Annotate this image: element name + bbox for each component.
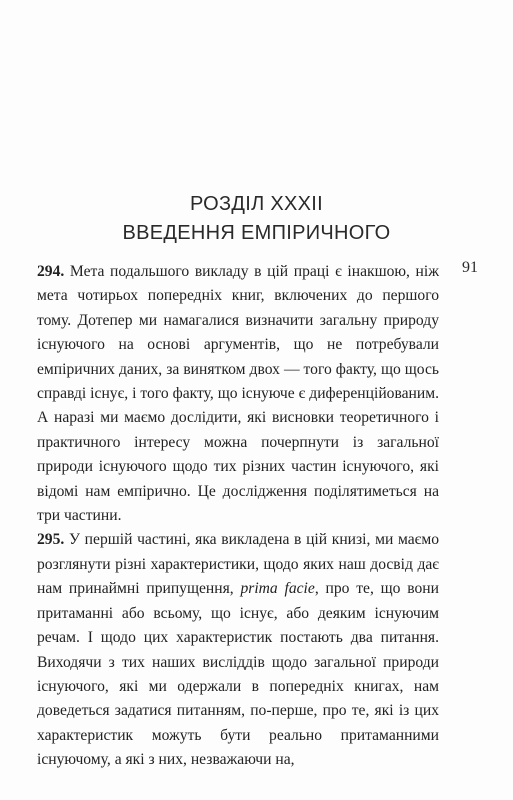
paragraph-text-continued: , про те, що вони притаманні або всьому, що існує, або деяким існуючим речам. І щодо цих характеристик постають два питання. Виходячи з тих наших висліддів щодо загальної природи існуючого, які ми одержали в попередніх книгах, нам доведеться задатися питанням, по-перше, про те, які із цих характеристик можуть бути реально притаманними існуючому, а які з них, незважаючи на, bbox=[37, 580, 439, 769]
paragraph-number: 295. bbox=[37, 531, 65, 549]
chapter-title: РОЗДІЛ XXXII bbox=[189, 193, 324, 215]
page-number: 91 bbox=[462, 259, 478, 276]
paragraph-294 bbox=[37, 260, 439, 528]
paragraph-number: 294. bbox=[37, 263, 65, 280]
body-text bbox=[37, 260, 439, 773]
paragraph-text: Мета подальшого викладу в цій праці є інакшою, ніж мета чотирьох попередніх книг, включених до першого тому. Дотепер ми намагалися визначити загальну природу існуючого на основі аргументів, що не потребували емпіричних даних, за винятком двох — того факту, що щось справді існує, і того факту, що існуюче є диференційованим. А наразі ми маємо дослідити, які висновки теоретичного і практичного інтересу можна почерпнути із загальної природи існуючого щодо тих різних частин існуючого, які відомі нам емпірично. Це дослідження поділятиметься на три частини. bbox=[37, 263, 439, 525]
chapter-subtitle: ВВЕДЕННЯ ЕМПІРИЧНОГО bbox=[122, 222, 391, 244]
italic-phrase: prima facie bbox=[240, 580, 315, 598]
paragraph-text: У першій частині, яка викладена в цій книзі, ми маємо розглянути різні характеристики, щодо яких наш досвід дає нам принаймні припущення, bbox=[37, 531, 439, 598]
paragraph-295 bbox=[37, 528, 439, 772]
chapter-heading bbox=[0, 190, 513, 248]
